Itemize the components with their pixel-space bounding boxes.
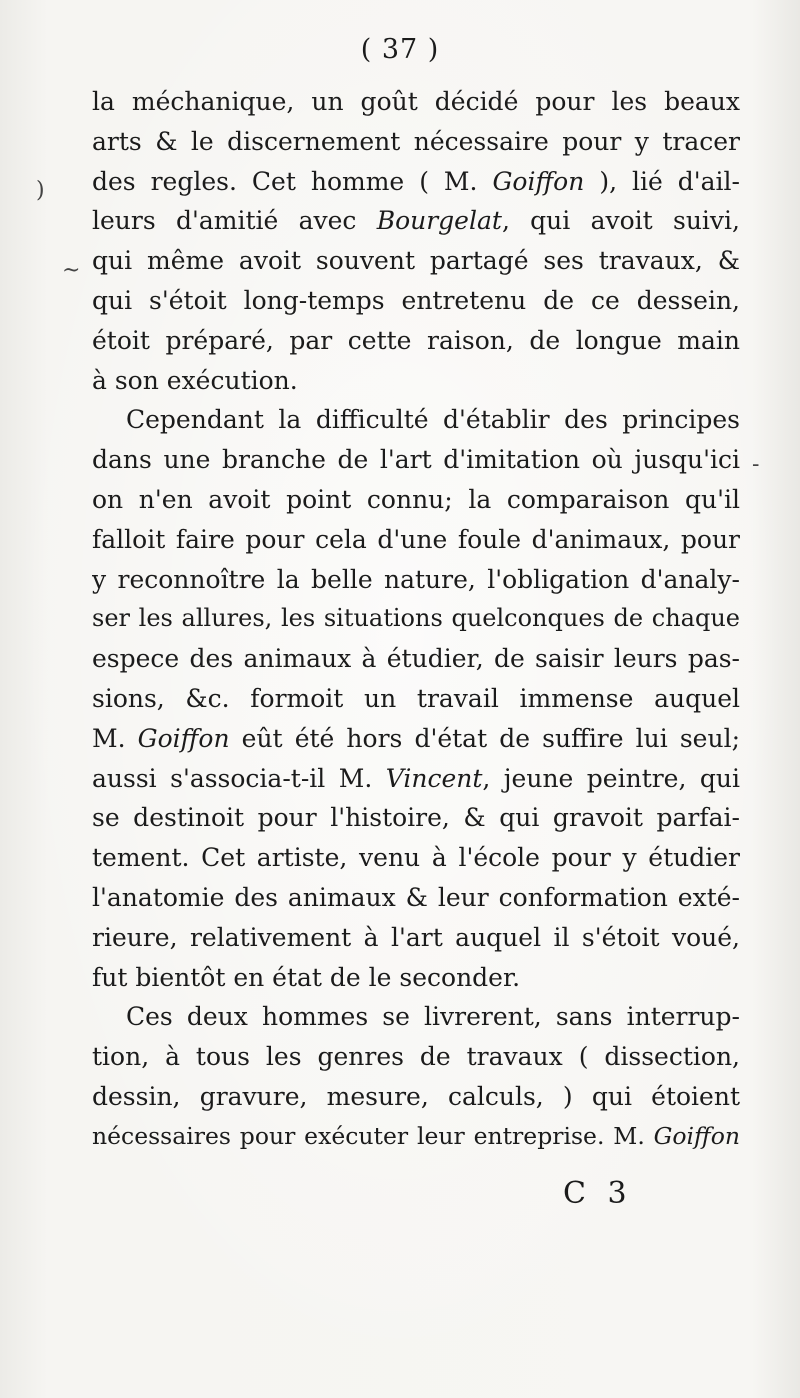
text-line — [92, 798, 740, 838]
text-segment: , qui avoit suivi, — [501, 206, 740, 236]
text-segment: y reconnoître la belle nature, l'obligation d'analy- — [92, 564, 740, 594]
italic-name: Goiffon — [653, 1121, 740, 1150]
text-segment: des regles. Cet homme ( M. — [92, 166, 493, 196]
text-line — [92, 997, 740, 1037]
text-line — [92, 679, 740, 719]
italic-name: Bourgelat — [376, 206, 502, 236]
text-segment: aussi s'associa-t-il M. — [92, 763, 386, 793]
text-line — [92, 440, 740, 480]
text-segment: étoit préparé, par cette raison, de longue main — [92, 325, 740, 355]
page-number: ( 37 ) — [360, 34, 440, 65]
text-segment: rieure, relativement à l'art auquel il s'étoit voué, — [92, 922, 740, 952]
text-segment: Ces deux hommes se livrerent, sans interrup- — [126, 1002, 740, 1032]
text-segment: qui même avoit souvent partagé ses travaux, & — [92, 246, 740, 276]
text-segment: l'anatomie des animaux & leur conformation exté- — [92, 882, 740, 912]
text-segment: nécessaires pour exécuter leur entreprise. M. — [92, 1121, 654, 1150]
italic-name: Goiffon — [137, 723, 230, 753]
text-line — [92, 520, 740, 560]
margin-mark: ) — [36, 178, 45, 203]
text-line — [92, 201, 740, 241]
text-line — [92, 480, 740, 520]
text-segment: se destinoit pour l'histoire, & qui gravoit parfai- — [92, 803, 740, 833]
text-segment: ser les allures, les situations quelconques de chaque — [92, 604, 740, 633]
text-line — [92, 241, 740, 281]
text-segment: on n'en avoit point connu; la comparaison qu'il — [92, 484, 740, 514]
text-segment: espece des animaux à étudier, de saisir leurs pas- — [92, 644, 740, 674]
text-segment: tement. Cet artiste, venu à l'école pour y étudier — [92, 843, 740, 873]
signature-mark: C 3 — [563, 1176, 633, 1211]
body-text — [92, 82, 740, 1157]
text-segment: dessin, gravure, mesure, calculs, ) qui étoient — [92, 1081, 740, 1111]
text-segment: Cependant la difficulté d'établir des principes — [126, 405, 740, 435]
text-line — [92, 361, 740, 401]
text-segment: la méchanique, un goût décidé pour les beaux — [92, 87, 740, 116]
text-line — [92, 639, 740, 679]
text-segment: dans une branche de l'art d'imitation où jusqu'ici — [92, 445, 740, 475]
text-segment: tion, à tous les genres de travaux ( dissection, — [92, 1042, 740, 1072]
text-segment: fut bientôt en état de le seconder. — [92, 962, 521, 992]
text-line — [92, 281, 740, 321]
margin-mark: - — [752, 452, 760, 477]
text-line — [92, 162, 740, 202]
italic-name: Vincent — [385, 763, 483, 793]
text-line — [92, 838, 740, 878]
text-line — [92, 878, 740, 918]
text-line — [92, 599, 740, 639]
text-segment: à son exécution. — [92, 365, 298, 395]
text-line — [92, 918, 740, 958]
text-line — [92, 1037, 740, 1077]
text-line — [92, 321, 740, 361]
text-segment: eût été hors d'état de suffire lui seul; — [229, 723, 740, 753]
text-line — [92, 958, 740, 998]
text-segment: falloit faire pour cela d'une foule d'animaux, pour — [92, 524, 740, 554]
margin-mark: ~ — [62, 258, 81, 283]
text-line — [92, 82, 740, 122]
text-line — [92, 400, 740, 440]
text-segment: sions, &c. formoit un travail immense auquel — [92, 683, 740, 713]
text-segment: M. — [92, 723, 138, 753]
text-line — [92, 560, 740, 600]
text-line — [92, 759, 740, 799]
text-segment: arts & le discernement nécessaire pour y tracer — [92, 126, 740, 156]
text-segment: qui s'étoit long-temps entretenu de ce dessein, — [92, 285, 740, 315]
text-line — [92, 719, 740, 759]
text-line — [92, 1117, 740, 1157]
text-line — [92, 1077, 740, 1117]
text-segment: , jeune peintre, qui — [482, 763, 740, 793]
italic-name: Goiffon — [492, 166, 585, 196]
text-segment: ), lié d'ail- — [584, 166, 740, 196]
text-line — [92, 122, 740, 162]
text-segment: leurs d'amitié avec — [92, 206, 377, 236]
